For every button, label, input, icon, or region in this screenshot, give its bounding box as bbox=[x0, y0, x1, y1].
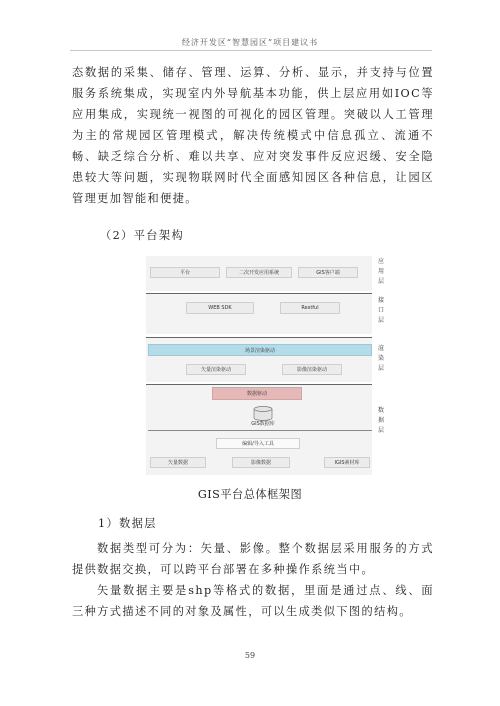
section-heading: （2）平台架构 bbox=[100, 229, 185, 242]
interface-panel bbox=[146, 294, 372, 334]
data-source-image: 影像数据 bbox=[232, 457, 290, 468]
edit-import-tool-box: 编辑/导入工具 bbox=[216, 438, 300, 449]
header-divider bbox=[70, 50, 432, 51]
app-box-secondary-dev: 二次开发应用系统 bbox=[226, 267, 292, 278]
architecture-diagram bbox=[140, 250, 402, 476]
database-label: GIS数据库 bbox=[251, 421, 275, 427]
layer-label-data: 数据层 bbox=[377, 407, 384, 434]
app-box-gis-client: GIS客户端 bbox=[298, 267, 358, 278]
interface-box-restful: Restful bbox=[280, 302, 340, 314]
vector-data-paragraph: 矢量数据主要是shp等格式的数据，里面是通过点、线、面三种方式描述不同的对象及属性，可以生成类似下图的结构。 bbox=[72, 584, 434, 618]
subheading-data-layer: 1）数据层 bbox=[98, 517, 157, 530]
interface-box-web-sdk: WEB SDK bbox=[186, 302, 254, 314]
layer-label-render: 渲染层 bbox=[377, 345, 384, 372]
app-box-platform: 平台 bbox=[150, 267, 220, 278]
database-icon bbox=[253, 406, 273, 421]
data-source-vector: 矢量数据 bbox=[150, 457, 206, 468]
render-box-vector: 矢量渲染驱动 bbox=[186, 364, 246, 375]
figure-caption: GIS平台总体框架图 bbox=[197, 488, 303, 501]
data-separator-line bbox=[148, 430, 372, 431]
render-box-image: 影像渲染驱动 bbox=[282, 364, 342, 375]
page-number: 59 bbox=[244, 651, 256, 660]
layer-label-application: 应用层 bbox=[377, 258, 384, 285]
page-header: 经济开发区“智慧园区”项目建议书 bbox=[181, 38, 319, 47]
data-driver-bar: 数据驱动 bbox=[212, 387, 302, 400]
data-types-paragraph: 数据类型可分为：矢量、影像。整个数据层采用服务的方式提供数据交换，可以跨平台部署在多种操作系统当中。 bbox=[72, 542, 434, 576]
data-source-igis: IGIS素材库 bbox=[324, 457, 370, 468]
layer-label-interface: 接口层 bbox=[377, 297, 384, 324]
intro-paragraph: 态数据的采集、储存、管理、运算、分析、显示，并支持与位置服务系统集成，实现室内外导航基本功能，供上层应用如IOC等应用集成，实现统一视图的可视化的园区管理。突破以人工管理为主的常规园区管理模式，解决传统模式中信息孤立、流通不畅、缺乏综合分析、难以共享、应对突发事件反应迟缓、安全隐患较大等问题，实现物联网时代全面感知园区各种信息，让园区管理更加智能和便捷。 bbox=[72, 66, 434, 205]
scene-render-driver-bar: 场景渲染驱动 bbox=[148, 344, 372, 356]
